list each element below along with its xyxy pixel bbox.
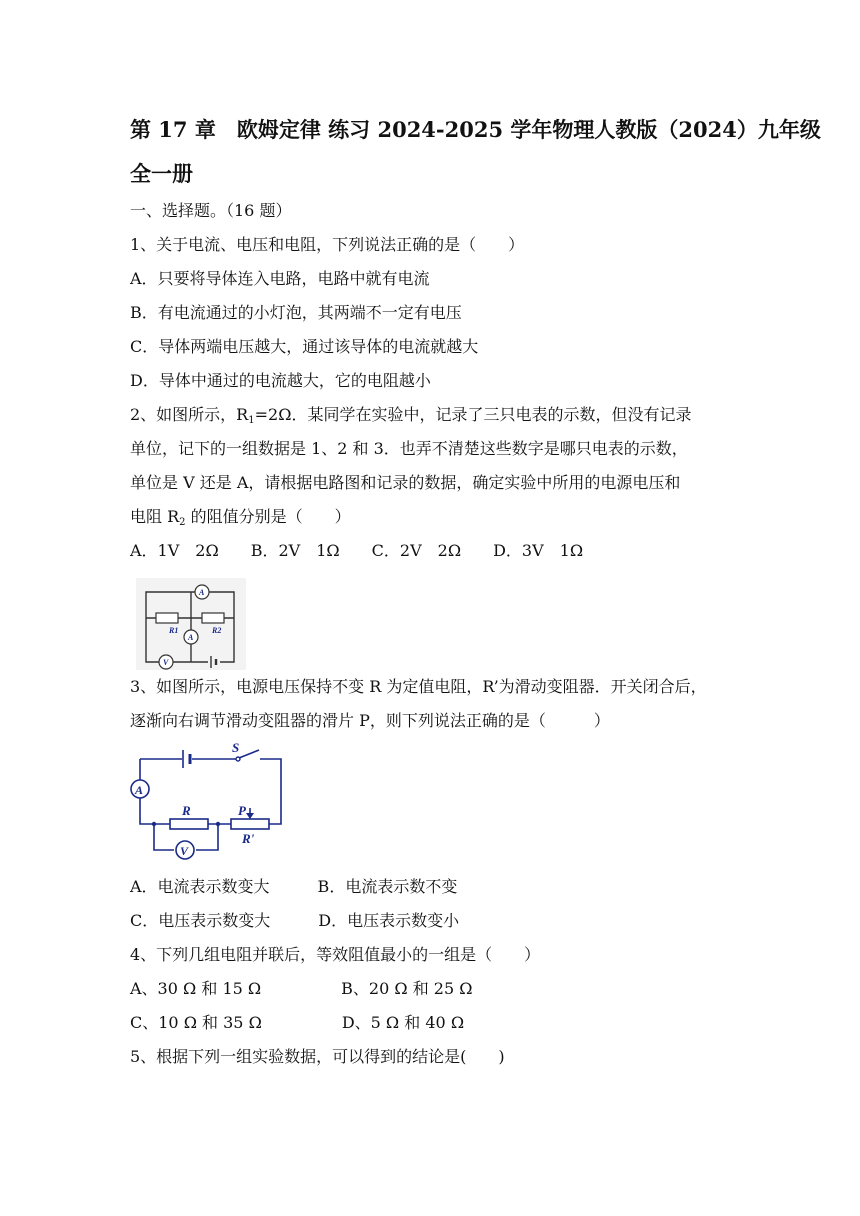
q4-options-row-2: C、10 Ω 和 35 Ω D、5 Ω 和 40 Ω [130, 1013, 465, 1032]
q2-stem-line-4: 电阻 $R_2$ 的阻值分别是（ ） [130, 507, 351, 528]
q3-options-row-1: A．电流表示数变大 B．电流表示数不变 [130, 877, 458, 896]
q3-stem-line-1: 3、如图所示，电源电压保持不变 R 为定值电阻，R’为滑动变阻器．开关闭合后， [130, 677, 707, 696]
q2-stem-line-2: 单位，记下的一组数据是 1、2 和 3．也弄不清楚这些数字是哪只电表的示数， [130, 439, 688, 458]
q3-circuit-diagram [126, 742, 286, 860]
svg-text:V: V [163, 658, 169, 667]
q4-options-row-1: A、30 Ω 和 15 Ω B、20 Ω 和 25 Ω [130, 979, 473, 998]
q1-option-a: A．只要将导体连入电路，电路中就有电流 [130, 269, 430, 288]
section-heading: 一、选择题。（16 题） [130, 201, 292, 220]
q3-fixed-resistor [170, 819, 208, 829]
q3-stem-line-2: 逐渐向右调节滑动变阻器的滑片 P，则下列说法正确的是（ ） [130, 711, 610, 730]
q2-battery-gap [208, 656, 220, 668]
q1-option-c: C．导体两端电压越大，通过该导体的电流就越大 [130, 337, 479, 356]
q2-circuit-diagram [136, 578, 246, 670]
q2-resistor-r1 [156, 613, 178, 623]
q4-stem: 4、下列几组电阻并联后，等效阻值最小的一组是（ ） [130, 945, 541, 964]
svg-text:A: A [135, 783, 144, 797]
q2-label-r1: R1 [169, 626, 179, 635]
q5-stem: 5、根据下列一组实验数据，可以得到的结论是( ) [130, 1047, 505, 1066]
q3-options-row-2: C．电压表示数变大 D．电压表示数变小 [130, 911, 460, 930]
q2-stem-line-1: 2、如图所示，$R_1=2\Omega$．某同学在实验中，记录了三只电表的示数，但没有记录 [130, 405, 692, 426]
q2-options: A．1V 2Ω B．2V 1Ω C．2V 2Ω D．3V 1Ω [130, 541, 584, 560]
document-title-line-2: 全一册 [130, 161, 193, 186]
q2-stem-line-3: 单位是 V 还是 A，请根据电路图和记录的数据，确定实验中所用的电源电压和 [130, 473, 681, 492]
q3-label-r: R [182, 803, 191, 818]
svg-text:A: A [188, 633, 194, 642]
q3-rheostat [231, 819, 269, 829]
q3-label-switch: S [232, 742, 240, 755]
q1-stem: 1、关于电流、电压和电阻，下列说法正确的是（ ） [130, 235, 525, 254]
q3-label-r-prime: R' [242, 831, 255, 846]
q1-option-b: B．有电流通过的小灯泡，其两端不一定有电压 [130, 303, 462, 322]
q1-option-d: D．导体中通过的电流越大，它的电阻越小 [130, 371, 431, 390]
document-title-line-1: 第 17 章 欧姆定律 练习 2024-2025 学年物理人教版（2024）九年级 [130, 117, 821, 142]
q3-label-p: P [238, 803, 246, 818]
svg-text:V: V [180, 844, 189, 858]
svg-text:A: A [199, 588, 205, 597]
q3-switch-blade [239, 750, 259, 758]
q2-resistor-r2 [202, 613, 224, 623]
q2-label-r2: R2 [212, 626, 222, 635]
